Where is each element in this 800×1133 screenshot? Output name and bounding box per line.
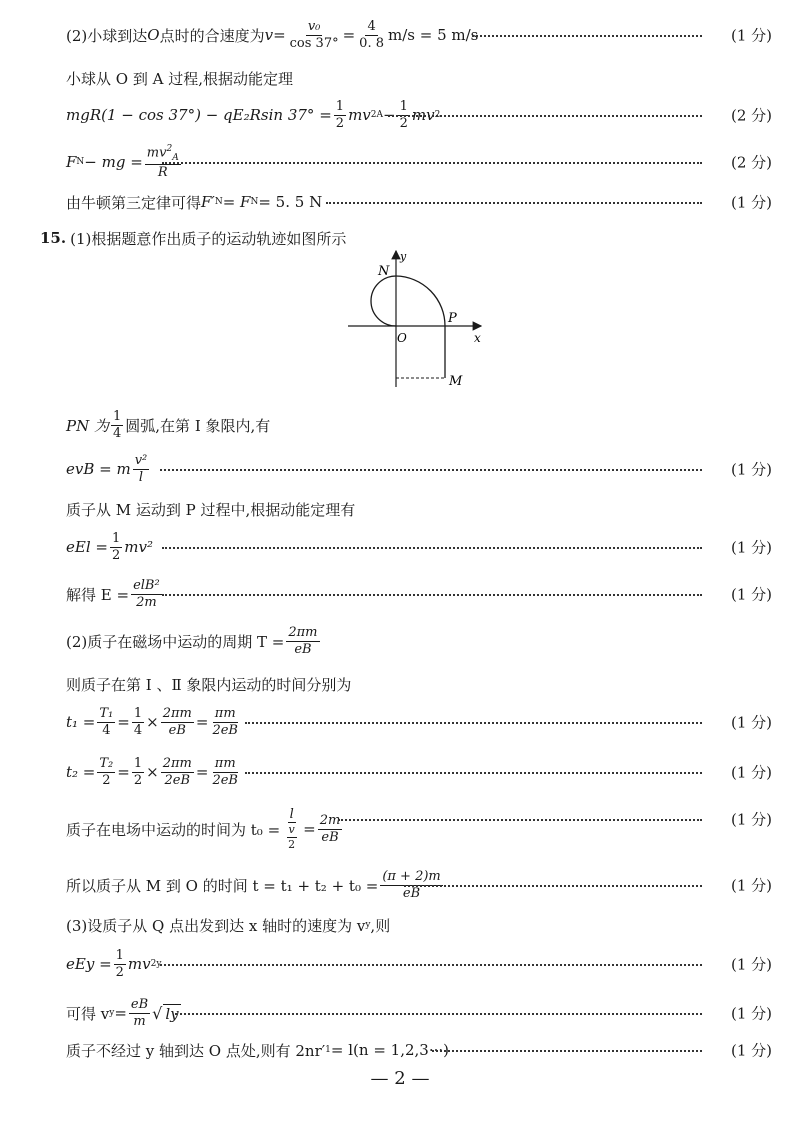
text: =	[117, 763, 130, 781]
question-number: 15.	[40, 229, 67, 247]
radicand: ly	[165, 1004, 179, 1023]
line-force: F N − mg = $\frac{mv^2_A}{R}$ (2 分)	[66, 143, 772, 180]
text: 小球从 O 到 A 过程,根据动能定理	[66, 69, 293, 88]
score: (1 分)	[730, 460, 772, 479]
fraction: $\frac{\text{T₁}}{4}$	[99, 705, 114, 738]
page-number: — 2 —	[370, 1068, 430, 1089]
text: 则质子在第 Ⅰ 、Ⅱ 象限内运动的时间分别为	[66, 675, 352, 694]
text: (2)质子在磁场中运动的周期 T =	[66, 632, 285, 651]
fraction: $\frac{1}{2}$	[399, 98, 408, 131]
line-text	[0, 58, 800, 98]
text: =	[273, 26, 286, 44]
fraction: $\frac{1}{2}$	[111, 530, 121, 563]
line-solve-e	[0, 574, 800, 614]
leader-dots	[338, 819, 702, 821]
text: ,则	[370, 916, 391, 935]
text: 圆弧,在第 Ⅰ 象限内,有	[125, 416, 271, 435]
leader-dots	[160, 964, 702, 966]
fraction: $\frac{(\pi + 2)m}{eB}$	[382, 868, 441, 901]
leader-dots	[162, 162, 702, 164]
line-evb	[0, 449, 800, 489]
score: (1 分)	[730, 876, 772, 895]
line-total-time	[0, 865, 800, 905]
fraction: $\frac{1}{2}$	[335, 98, 345, 131]
score: (2 分)	[730, 153, 772, 172]
line-eey: eEy = $\frac{1}{2}$ mv 2 y (1 分)	[66, 947, 772, 980]
text: mv	[348, 106, 371, 124]
trajectory-diagram	[338, 245, 488, 395]
text: (1)根据题意作出质子的运动轨迹如图所示	[70, 229, 347, 248]
score: (1 分)	[730, 810, 772, 829]
arc-pn	[396, 276, 445, 326]
leader-dots	[245, 772, 702, 774]
text: 由牛顿第三定律可得	[66, 193, 202, 212]
var: O	[147, 26, 160, 44]
var: v	[264, 26, 274, 44]
score: (1 分)	[730, 955, 772, 974]
line-t1	[0, 702, 800, 742]
fraction: $\frac{2\pi m}{2eB}$	[162, 755, 192, 788]
line-text	[0, 664, 800, 704]
line-period	[0, 621, 800, 661]
line-eel	[0, 527, 800, 567]
text: − mg =	[84, 153, 143, 171]
text: = l(n = 1,2,3···)	[330, 1041, 449, 1059]
fraction: $\frac{1}{2}$	[115, 947, 124, 980]
text: 质子不经过 y 轴到达 O 点处,则有 2nr′	[66, 1041, 326, 1060]
text: =	[117, 713, 130, 731]
fraction: $\frac{2m}{eB}$	[319, 812, 341, 845]
text: 可得 v	[66, 1004, 110, 1023]
score: (1 分)	[730, 585, 772, 604]
line-newton: 由牛顿第三定律可得 F′ N = F N = 5. 5 N (1 分)	[66, 193, 772, 212]
leader-dots	[388, 115, 702, 117]
var: F′	[201, 193, 215, 211]
fraction: $\frac{2\pi m}{eB}$	[288, 624, 318, 657]
line-t2	[0, 752, 800, 792]
text: 解得 E =	[66, 585, 130, 604]
leader-dots	[162, 594, 702, 596]
text: =	[195, 763, 209, 781]
fraction: $\frac{\text{elB²}}{2m}$	[133, 577, 160, 610]
text: = F	[222, 193, 251, 211]
text: 点时的合速度为	[159, 26, 265, 45]
score: (1 分)	[730, 26, 772, 45]
fraction: $\frac{1}{4}$	[133, 705, 143, 738]
text: 所以质子从 M 到 O 的时间 t = t₁ + t₂ + t₀ =	[66, 876, 379, 895]
text: eEy =	[66, 955, 112, 973]
label-y: y	[400, 250, 407, 263]
score: (1 分)	[730, 713, 772, 732]
label-x: x	[474, 331, 481, 345]
text: = 5. 5 N	[258, 193, 323, 211]
fraction: $\frac{\text{v²}}{l}$	[134, 452, 148, 485]
line-text	[0, 489, 800, 529]
text: eEl =	[66, 538, 108, 556]
text: =	[114, 1004, 127, 1022]
text: ×	[146, 713, 159, 731]
text: t₂ =	[66, 763, 96, 781]
line-condition: 质子不经过 y 轴到达 O 点处,则有 2nr′ 1 = l(n = 1,2,3···) (1 分)	[66, 1041, 772, 1060]
text: t₁ =	[66, 713, 96, 731]
line-part3: (3)设质子从 Q 点出发到达 x 轴时的速度为 v y ,则	[66, 916, 391, 935]
fraction: $\frac{\text{v₀}}{\cos 37^\circ}$	[289, 18, 339, 51]
score: (2 分)	[730, 106, 772, 125]
text: (3)设质子从 Q 点出发到达 x 轴时的速度为 v	[66, 916, 366, 935]
fraction: $\frac{1}{2}$	[133, 755, 143, 788]
compound-fraction: $\frac{l}{\frac{v}{2}}$	[288, 806, 296, 851]
text: mv²	[124, 538, 153, 556]
score: (1 分)	[730, 193, 772, 212]
text: −	[383, 106, 396, 124]
fraction: $\frac{4}{0. 8}$	[359, 18, 384, 51]
leader-dots	[432, 1050, 702, 1052]
text: mv	[411, 106, 435, 124]
leader-dots	[162, 547, 702, 549]
leader-dots	[160, 469, 702, 471]
text: mv	[127, 955, 151, 973]
text: 质子从 M 运动到 P 过程中,根据动能定理有	[66, 500, 356, 519]
leader-dots	[245, 722, 702, 724]
label-O: O	[397, 331, 407, 345]
leader-dots	[404, 885, 702, 887]
fraction: $\frac{2\pi m}{eB}$	[162, 705, 192, 738]
fraction: $\frac{eB}{m}$	[130, 996, 149, 1029]
text: F	[66, 153, 77, 171]
score: (1 分)	[730, 538, 772, 557]
label-N: N	[378, 264, 390, 279]
line-t0	[0, 804, 800, 854]
line-arc	[0, 405, 800, 445]
text: ×	[146, 763, 159, 781]
arc-second-quadrant	[371, 276, 396, 326]
text: =	[342, 26, 356, 44]
line-velocity	[0, 15, 800, 55]
line-vy: 可得 v y = $\frac{eB}{m}$ √ ly (1 分)	[66, 996, 772, 1029]
fraction: $\frac{\pi m}{2eB}$	[212, 755, 238, 788]
text: =	[303, 820, 316, 838]
text: evB = m	[66, 460, 131, 478]
score: (1 分)	[730, 1004, 772, 1023]
text: (2)小球到达	[66, 26, 148, 45]
text: m/s = 5 m/s	[387, 26, 479, 44]
fraction: $\frac{\text{T₂}}{2}$	[99, 755, 114, 788]
label-M: M	[449, 374, 463, 389]
text: =	[195, 713, 209, 731]
text: 质子在电场中运动的时间为 t₀ =	[66, 820, 281, 839]
line-energy: mgR(1 − cos 37°) − qE₂Rsin 37° = $\frac{1}{2}$ mv 2 A − $\frac{1}{2}$ mv 2 (2 分)	[66, 98, 772, 131]
leader-dots	[472, 35, 702, 37]
text: mgR(1 − cos 37°) − qE₂Rsin 37° =	[66, 106, 332, 124]
leader-dots	[326, 202, 702, 204]
fraction: $\frac{\pi m}{2eB}$	[212, 705, 238, 738]
score: (1 分)	[730, 763, 772, 782]
sqrt-icon: √	[152, 1003, 163, 1023]
label-P: P	[448, 311, 457, 326]
fraction: $\frac{mv^2_A}{R}$	[146, 143, 179, 180]
text: PN 为	[66, 416, 109, 435]
score: (1 分)	[730, 1041, 772, 1060]
leader-dots	[175, 1013, 702, 1015]
fraction: $\frac{1}{4}$	[113, 408, 122, 441]
